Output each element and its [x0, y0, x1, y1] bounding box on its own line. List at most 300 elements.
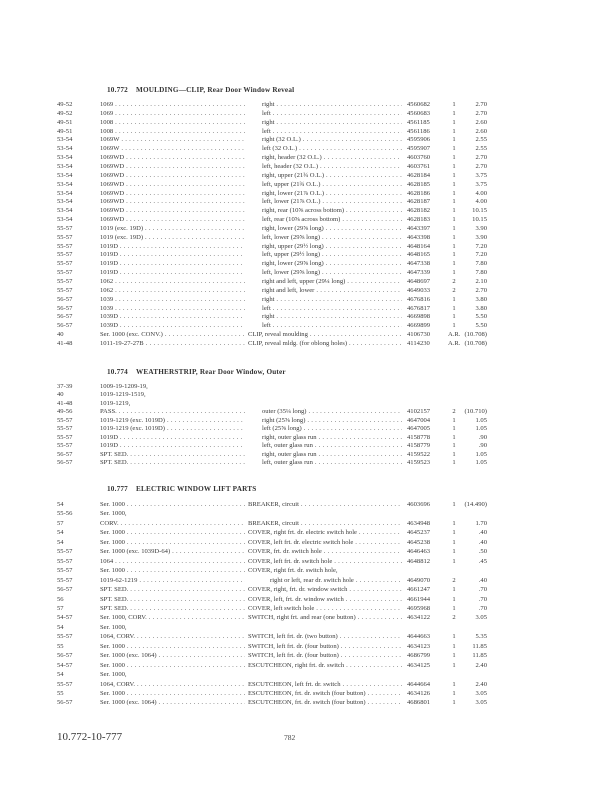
part-description: left, lower (29⅝ long) . . . [262, 268, 402, 277]
part-number: 4695968 [407, 604, 431, 612]
price: 1.05 [475, 425, 487, 433]
quantity: 1 [452, 127, 456, 135]
body-model: 1019D . . . [100, 433, 245, 442]
price: (10.708) [464, 339, 487, 347]
part-description: left . . . [262, 304, 402, 313]
quantity: 1 [452, 450, 456, 458]
model-years: 56-57 [57, 304, 73, 312]
model-years: 57 [57, 604, 64, 612]
model-years: 54 [57, 529, 64, 537]
table-row [0, 277, 612, 286]
section-number: 10.774 [107, 368, 128, 376]
quantity: 1 [452, 442, 456, 450]
model-years: 54 [57, 538, 64, 546]
price: 3.05 [475, 614, 487, 622]
body-model: 1039 . . . [100, 295, 245, 304]
quantity: 2 [452, 408, 456, 416]
part-number: 4595906 [407, 136, 431, 144]
model-years: 56-57 [57, 459, 73, 467]
part-number: 4628187 [407, 198, 431, 206]
quantity: 2 [452, 278, 456, 285]
body-model: 1069W . . . [100, 135, 245, 144]
quantity: 1 [452, 661, 456, 669]
price: 11.85 [472, 642, 487, 650]
part-number: 4634125 [407, 661, 431, 669]
part-number: 4628185 [407, 180, 431, 188]
body-model: 1069 . . . [100, 100, 245, 109]
body-model: 1019D . . . [100, 250, 245, 259]
table-row [0, 661, 612, 670]
part-description: right . . . [262, 118, 402, 127]
table-row [0, 689, 612, 698]
quantity: 1 [452, 154, 456, 162]
body-model: Ser. 1000 . . . [100, 566, 245, 575]
price: .90 [478, 433, 487, 441]
table-row [0, 670, 612, 679]
part-description: right, lower (29⅝ long) . . . [262, 224, 402, 233]
table-row [0, 144, 612, 153]
model-years: 54-57 [57, 614, 73, 622]
body-model: 1019D . . . [100, 259, 245, 268]
model-years: 55-57 [57, 442, 73, 450]
table-row [0, 642, 612, 651]
table-row [0, 268, 612, 277]
table-row [0, 458, 612, 467]
body-model: 1008 . . . [100, 118, 245, 127]
price: .40 [478, 529, 487, 537]
section-number: 10.772 [107, 86, 128, 94]
part-description: BREAKER, circuit . . . [248, 519, 402, 528]
quantity: 1 [452, 118, 456, 126]
price: 3.80 [475, 304, 487, 312]
price: 1.05 [475, 450, 487, 458]
section-heading [107, 86, 294, 94]
model-years: 56-57 [57, 450, 73, 458]
price: 7.80 [475, 269, 487, 277]
table-row [0, 613, 612, 622]
model-years: 49-56 [57, 408, 73, 416]
part-description: COVER, right frt. dr. switch hole, [248, 567, 338, 575]
part-description: right . . . [262, 312, 402, 321]
body-model: Ser. 1000, CORV. . . . [100, 613, 245, 622]
body-model: Ser. 1000 . . . [100, 538, 245, 547]
part-description: CLIP, reveal mldg. (for oblong holes) . . . [248, 339, 402, 348]
price: 1.05 [475, 459, 487, 467]
body-model: Ser. 1000 (exc. 1039D-64) . . . [100, 547, 245, 556]
quantity: 1 [452, 519, 456, 527]
part-description: BREAKER, circuit . . . [248, 500, 402, 509]
model-years: 53-54 [57, 180, 73, 188]
body-model: 1019D . . . [100, 268, 245, 277]
quantity: 1 [452, 269, 456, 277]
model-years: 54 [57, 671, 64, 679]
table-row [0, 698, 612, 707]
price: 4.00 [475, 198, 487, 206]
body-model: 1011-19-27-27B . . . [100, 339, 245, 348]
section-title: WEATHERSTRIP, Rear Door Window, Outer [135, 368, 286, 376]
part-number: 4634126 [407, 690, 431, 697]
part-number: 4114230 [407, 339, 430, 347]
part-description: right, rear (10⅝ across bottom) . . . [262, 206, 402, 215]
part-number: 4158779 [407, 442, 431, 450]
quantity: 1 [452, 216, 456, 224]
part-description: COVER, right, frt. dr. window switch . . . [248, 585, 402, 594]
model-years: 54-57 [57, 661, 73, 669]
price: 11.85 [472, 652, 487, 660]
price: 2.70 [475, 286, 487, 294]
table-row [0, 519, 612, 528]
model-years: 55-57 [57, 433, 73, 441]
body-model: 1069WD . . . [100, 171, 245, 180]
table-row [0, 500, 612, 509]
table-row [0, 651, 612, 660]
part-number: 4648165 [407, 251, 431, 259]
part-number: 4643398 [407, 233, 431, 241]
body-model: SPT. SED. . . . [100, 595, 245, 604]
model-years: 53-54 [57, 162, 73, 170]
body-model: Ser. 1000 (exc. 1064) . . . [100, 651, 245, 660]
model-years: 55-57 [57, 233, 73, 241]
model-years: 55-57 [57, 278, 73, 285]
price: .50 [478, 548, 487, 556]
quantity: 2 [452, 286, 456, 294]
part-number: 4560682 [407, 101, 431, 108]
model-years: 53-54 [57, 216, 73, 224]
table-row [0, 595, 612, 604]
model-years: 56-57 [57, 313, 73, 321]
quantity: 1 [452, 198, 456, 206]
quantity: 1 [452, 304, 456, 312]
table-row [0, 339, 612, 348]
quantity: 1 [452, 101, 456, 108]
model-years: 49-51 [57, 127, 73, 135]
model-years: 56-57 [57, 295, 73, 303]
part-description: left, upper (21¾ O.L.) . . . [262, 180, 402, 189]
price: .70 [478, 604, 487, 612]
table-row [0, 162, 612, 171]
table-row [0, 153, 612, 162]
model-years: 55-57 [57, 224, 73, 232]
part-description: COVER, left frt. dr. electric switch hole . . . [248, 538, 402, 547]
part-description: SWITCH, left frt. dr. (four button) . . . [248, 651, 402, 660]
body-model: 1069WD . . . [100, 180, 245, 189]
part-description: right . . . [262, 100, 402, 109]
quantity: 1 [452, 538, 456, 546]
body-model: 1019 (exc. 19D) . . . [100, 233, 245, 242]
quantity: A.R. [448, 331, 461, 339]
part-number: 4603696 [407, 501, 431, 508]
price: 2.70 [475, 101, 487, 108]
part-number: 4648697 [407, 278, 431, 285]
part-description: right, outer glass run . . . [262, 433, 402, 442]
part-description: COVER, right frt. dr. electric switch hole . . . [248, 528, 402, 537]
quantity: 1 [452, 586, 456, 594]
model-years: 53-54 [57, 207, 73, 215]
part-number: 4647338 [407, 260, 431, 268]
body-model: Ser. 1000 (exc. CONV.) . . . [100, 330, 245, 339]
price: 3.90 [475, 224, 487, 232]
model-years: 55-57 [57, 269, 73, 277]
quantity: 1 [452, 548, 456, 556]
price: 2.60 [475, 127, 487, 135]
table-row [0, 557, 612, 566]
price: 1.05 [475, 416, 487, 424]
quantity: 1 [452, 557, 456, 565]
quantity: 2 [452, 614, 456, 622]
table-row [0, 286, 612, 295]
part-description: left (25⅝ long) . . . [262, 424, 402, 433]
part-description: right, outer glass run . . . [262, 450, 402, 459]
part-description: right, lower (29⅝ long) . . . [262, 259, 402, 268]
part-number: 4686801 [407, 699, 431, 707]
table-row [0, 197, 612, 206]
part-description: left, outer glass run . . . [262, 458, 402, 467]
body-model: Ser. 1000 . . . [100, 689, 245, 698]
price: 7.80 [475, 260, 487, 268]
table-row [0, 632, 612, 641]
part-description: COVER, frt. dr. switch hole . . . [248, 547, 402, 556]
part-number: 4159523 [407, 459, 431, 467]
quantity: 1 [452, 459, 456, 467]
quantity: 1 [452, 162, 456, 170]
part-number: 4669899 [407, 322, 431, 330]
quantity: 1 [452, 416, 456, 424]
quantity: 1 [452, 171, 456, 179]
model-years: 53-54 [57, 136, 73, 144]
section-heading [107, 368, 286, 376]
model-years: 55-57 [57, 576, 73, 584]
table-row [0, 604, 612, 613]
part-number: 4669898 [407, 313, 431, 321]
table-row [0, 135, 612, 144]
price: 1.70 [475, 519, 487, 527]
model-years: 41-48 [57, 399, 73, 407]
part-description: left, lower (21⅞ O.L.) . . . [262, 197, 402, 206]
price: 4.00 [475, 189, 487, 197]
part-number: 4628184 [407, 171, 431, 179]
model-years: 55-57 [57, 548, 73, 556]
part-number: 4102157 [407, 408, 431, 416]
table-row [0, 215, 612, 224]
body-model: Ser. 1000, [100, 510, 127, 518]
price: 3.80 [475, 295, 487, 303]
section-title: ELECTRIC WINDOW LIFT PARTS [135, 485, 257, 493]
part-number: 4628186 [407, 189, 431, 197]
section-title: MOULDING—CLIP, Rear Door Window Reveal [135, 86, 295, 94]
table-row [0, 233, 612, 242]
body-model: 1009-19-1209-19, [100, 383, 148, 390]
price: 3.75 [475, 171, 487, 179]
model-years: 41-48 [57, 339, 73, 347]
table-row [0, 109, 612, 118]
quantity: 1 [452, 529, 456, 537]
body-model: 1069WD . . . [100, 197, 245, 206]
table-row [0, 680, 612, 689]
model-years: 55-57 [57, 680, 73, 688]
model-years: 49-51 [57, 118, 73, 126]
part-description: left, header (32 O.L.) . . . [262, 162, 402, 171]
table-row [0, 250, 612, 259]
model-years: 56-57 [57, 652, 73, 660]
body-model: 1069WD . . . [100, 189, 245, 198]
quantity: 1 [452, 313, 456, 321]
table-row [0, 312, 612, 321]
table-row [0, 330, 612, 339]
price: 10.15 [472, 216, 487, 224]
part-description: right (25⅝ long) . . . [262, 416, 402, 425]
body-model: 1019 (exc. 19D) . . . [100, 224, 245, 233]
body-model: 1008 . . . [100, 127, 245, 136]
quantity: 1 [452, 242, 456, 250]
part-number: 4158778 [407, 433, 431, 441]
price: 2.70 [475, 162, 487, 170]
table-row [0, 304, 612, 313]
part-number: 4634948 [407, 519, 431, 527]
quantity: 1 [452, 699, 456, 707]
quantity: 1 [452, 180, 456, 188]
body-model: 1039D . . . [100, 312, 245, 321]
part-description: ESCUTCHEON, left frt. dr. switch . . . [248, 680, 402, 689]
part-number: 4628183 [407, 216, 431, 224]
part-number: 4644664 [407, 680, 431, 688]
body-model: SPT. SED. . . . [100, 450, 245, 459]
price: 2.70 [475, 109, 487, 117]
part-number: 4643397 [407, 224, 431, 232]
model-years: 54 [57, 501, 64, 508]
quantity: 1 [452, 189, 456, 197]
part-number: 4561185 [407, 118, 430, 126]
model-years: 55 [57, 690, 64, 697]
part-description: SWITCH, right frt. and rear (one button) . . . [248, 613, 402, 622]
model-years: 55-57 [57, 633, 73, 641]
table-row [0, 259, 612, 268]
part-description: COVER, left, frt. dr. window switch . . . [248, 595, 402, 604]
body-model: 1069WD . . . [100, 215, 245, 224]
part-number: 4634122 [407, 614, 431, 622]
price: (14.490) [464, 501, 487, 508]
price: 5.50 [475, 313, 487, 321]
part-description: SWITCH, left frt. dr. (two button) . . . [248, 632, 402, 641]
body-model: 1019-1219-1519, [100, 391, 146, 399]
model-years: 56-57 [57, 699, 73, 707]
footer-section-range: 10.772-10-777 [57, 731, 123, 743]
price: 5.50 [475, 322, 487, 330]
table-row [0, 585, 612, 594]
part-description: right (32 O.L.) . . . [262, 135, 402, 144]
body-model: 1019-1219 (exc. 1019D) . . . [100, 424, 245, 433]
price: 2.55 [475, 136, 487, 144]
part-number: 4628182 [407, 207, 431, 215]
part-description: SWITCH, left frt. dr. (four button) . . . [248, 642, 402, 651]
table-row [0, 295, 612, 304]
part-number: 4645237 [407, 529, 431, 537]
table-row [0, 100, 612, 109]
model-years: 53-54 [57, 154, 73, 162]
quantity: 1 [452, 295, 456, 303]
model-years: 55-56 [57, 510, 73, 518]
body-model: 1064, CORV. . . . [100, 632, 245, 641]
quantity: 1 [452, 224, 456, 232]
table-row [0, 538, 612, 547]
price: 3.05 [475, 690, 487, 697]
part-number: 4648812 [407, 557, 431, 565]
body-model: 1019-1219 (exc. 1019D) . . . [100, 416, 245, 425]
price: 2.55 [475, 145, 487, 153]
quantity: A.R. [448, 339, 461, 347]
price: 2.10 [475, 278, 487, 285]
part-number: 4159522 [407, 450, 431, 458]
quantity: 1 [452, 652, 456, 660]
price: (10.710) [464, 408, 487, 416]
part-description: left (32 O.L.) . . . [262, 144, 402, 153]
quantity: 1 [452, 322, 456, 330]
body-model: SPT. SED. . . . [100, 604, 245, 613]
model-years: 55-57 [57, 286, 73, 294]
model-years: 55-57 [57, 557, 73, 565]
price: 7.20 [475, 242, 487, 250]
part-description: CLIP, reveal moulding . . . [248, 330, 402, 339]
model-years: 37-39 [57, 383, 73, 390]
price: (10.708) [464, 331, 487, 339]
table-row [0, 623, 612, 632]
part-description: right and left, lower . . . [262, 286, 402, 295]
part-description: left . . . [262, 127, 402, 136]
part-number: 4661247 [407, 586, 431, 594]
price: 3.90 [475, 233, 487, 241]
price: 3.05 [475, 699, 487, 707]
quantity: 1 [452, 109, 456, 117]
price: .40 [478, 538, 487, 546]
model-years: 54 [57, 623, 64, 631]
body-model: 1039D . . . [100, 321, 245, 330]
quantity: 1 [452, 136, 456, 144]
body-model: 1069WD . . . [100, 153, 245, 162]
quantity: 1 [452, 680, 456, 688]
part-number: 4686799 [407, 652, 431, 660]
part-description: left . . . [262, 109, 402, 118]
quantity: 1 [452, 433, 456, 441]
body-model: Ser. 1000 . . . [100, 642, 245, 651]
table-row [0, 547, 612, 556]
price: .70 [478, 586, 487, 594]
part-description: right and left, upper (29¼ long) . . . [262, 277, 402, 286]
table-row [0, 118, 612, 127]
price: 2.60 [475, 118, 487, 126]
model-years: 53-54 [57, 198, 73, 206]
part-description: right, upper (29½ long) . . . [262, 242, 402, 251]
part-number: 4603761 [407, 162, 431, 170]
part-number: 4595907 [407, 145, 431, 153]
body-model: 1062 . . . [100, 277, 245, 286]
section-number: 10.777 [107, 485, 128, 493]
table-row [0, 171, 612, 180]
quantity: 1 [452, 501, 456, 508]
price: 2.70 [475, 154, 487, 162]
part-number: 4661944 [407, 595, 431, 603]
price: 2.40 [475, 661, 487, 669]
quantity: 1 [452, 233, 456, 241]
part-description: ESCUTCHEON, right frt. dr. switch . . . [248, 661, 402, 670]
body-model: Ser. 1000, [100, 671, 127, 679]
quantity: 1 [452, 425, 456, 433]
price: 7.20 [475, 251, 487, 259]
table-row [0, 206, 612, 215]
quantity: 1 [452, 690, 456, 697]
model-years: 57 [57, 519, 64, 527]
part-number: 4603760 [407, 154, 431, 162]
part-description: right, lower (21⅞ O.L.) . . . [262, 189, 402, 198]
part-description: right, header (32 O.L.) . . . [262, 153, 402, 162]
